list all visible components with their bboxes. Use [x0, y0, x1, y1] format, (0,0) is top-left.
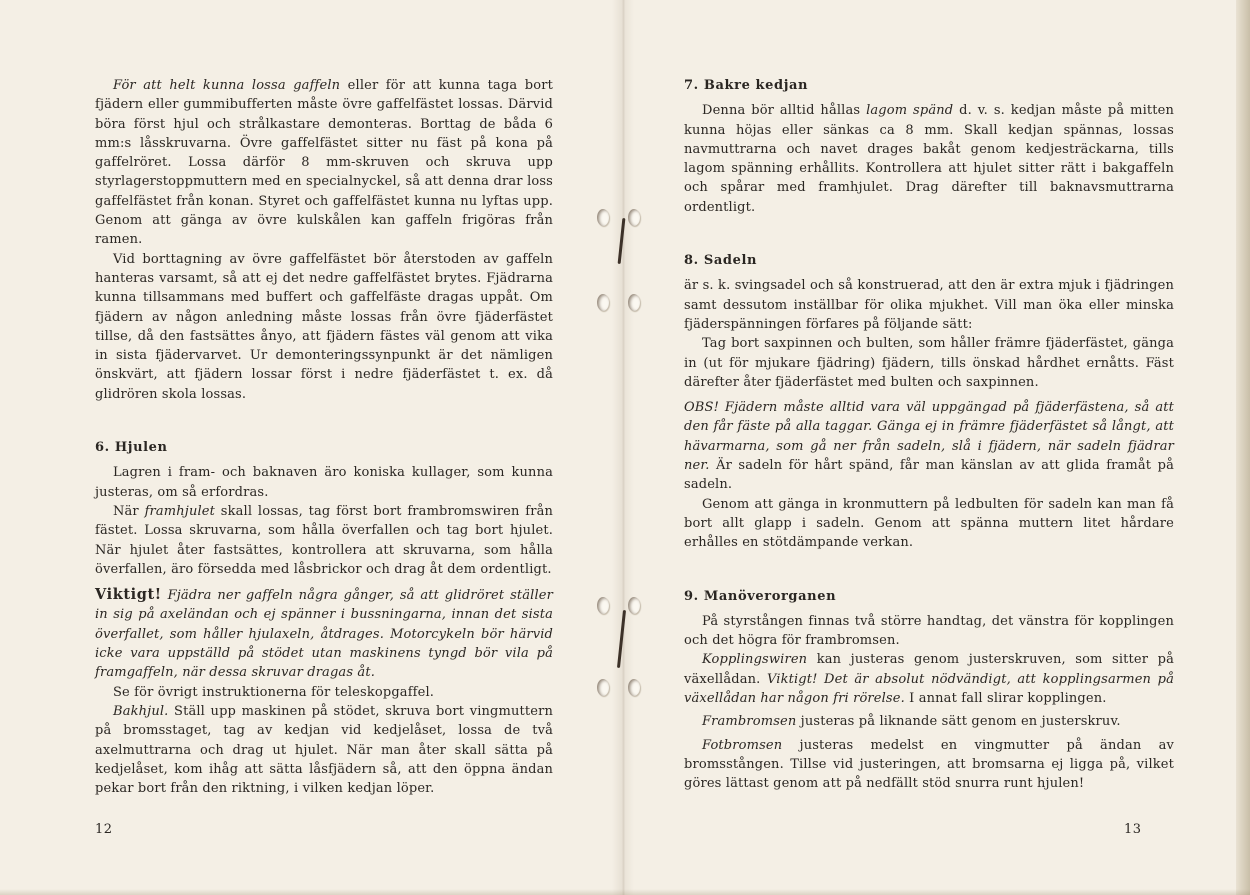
binding-hole	[628, 209, 640, 226]
page-edge-bottom	[0, 889, 1250, 895]
paragraph-text: justeras medelst en vingmutter på ändan av bromsstången. Tillse vid justeringen, att bromsarna ej ligga på, vilket göres lättast genom att på nedfällt stöd snurra runt hjulen!	[684, 737, 1174, 792]
right-paragraph-9	[684, 736, 1174, 794]
right-paragraph-7	[684, 650, 1174, 708]
italic-phrase: lagom spänd	[866, 103, 954, 119]
binding-hole	[628, 294, 640, 311]
left-paragraph-5: Se för övrigt instruktionerna för teleskopgaffel.	[113, 684, 435, 700]
binding-hole	[628, 679, 640, 696]
italic-phrase: För att helt kunna lossa gaffeln	[113, 78, 341, 93]
left-paragraph-2: Vid borttagning av övre gaffelfästet bör återstoden av gaffeln hanteras varsamt, så att ej det nedre gaffelfästet brytes. Fjädrarna kunna tillsammans med buffert och gaffelfäste dragas uppåt. Om fjädern av någon anledning måste lossas från övre fjäderfästet tillse, då den fastsättes ånyo, att fjädern fästes väl genom att vika in sista fjädervarvet. Ur demonteringssynpunkt är det nämligen önskvärt, att fjädern lossar först i nedre fjäderfästet t. ex. då glidrören skola lossas.	[95, 251, 553, 402]
paragraph-text: Ställ upp maskinen på stödet, skruva bort vingmuttern på bromsstaget, tag av kedjan vid kedjelåset, lossa de två axelmuttrarna och drag ut hjulet. När man åter skall sätta på kedjelåset, kom ihåg att sätta låsfjädern så, att den öppna ändan pekar bort från den riktning, i vilken kedjan löper.	[95, 703, 553, 797]
page-edge	[1236, 0, 1250, 895]
section-heading-9: 9. Manöverorganen	[684, 588, 837, 604]
page-number-right: 13	[1124, 822, 1142, 837]
section-heading-8: 8. Sadeln	[684, 253, 758, 269]
binding-hole	[597, 597, 609, 614]
binding-hole	[628, 597, 640, 614]
paragraph-text: d. v. s. kedjan måste på mitten kunna höjas eller sänkas ca 8 mm. Skall kedjan spännas, lossas navmuttrarna och navet drages bakåt genom kedjesträckarna, tills lagom spänning erhållits. Kontrollera att hjulet sitter rätt i bakgaffeln och spårar med framhjulet. Drag därefter till baknavsmuttrarna ordentligt.	[684, 103, 1175, 215]
right-text-column	[684, 76, 1174, 794]
left-paragraph-1	[95, 76, 553, 250]
binding-hole	[597, 679, 609, 696]
right-paragraph-5: Genom att gänga in kronmuttern på ledbulten för sadeln kan man få bort allt glapp i sadeln. Genom att spänna muttern litet hårdare erhålles en stötdämpande verkan.	[684, 496, 1174, 551]
right-page	[622, 0, 1250, 895]
italic-phrase: Viktigt! Det är absolut nödvändigt, att kopplingsarmen på växellådan har någon fri rörelse.	[684, 671, 1174, 707]
binding-hole	[597, 294, 609, 311]
left-text-column	[95, 76, 553, 798]
left-page	[0, 0, 622, 895]
right-paragraph-1	[684, 101, 1174, 217]
right-paragraph-6: På styrstången finnas två större handtag, det vänstra för kopplingen och det högra för frambromsen.	[684, 613, 1174, 649]
right-paragraph-8	[684, 712, 1174, 731]
paragraph-text: kan justeras genom justerskruven, som sitter på växellådan.	[684, 652, 1174, 687]
italic-phrase: Fotbromsen	[702, 737, 783, 753]
left-paragraph-6	[95, 702, 553, 798]
italic-phrase: framhjulet	[144, 503, 216, 519]
italic-phrase: OBS! Fjädern måste alltid vara väl uppgängad på fjäderfästena, så att den får fäste på alla taggar. Gänga ej in främre fjäderfästet så långt, att hävarmarna, som gå ner från sadeln, slå i fjädern, när sadeln fjädrar ner.	[684, 400, 1174, 474]
paragraph-text: justeras på liknande sätt genom en justerskruv.	[796, 714, 1121, 730]
paragraph-text: I annat fall slirar kopplingen.	[904, 691, 1107, 707]
italic-phrase: Bakhjul.	[113, 703, 169, 719]
paragraph-text: Är sadeln för hårt spänd, får man känslan av att glida framåt på sadeln.	[684, 458, 1174, 493]
viktigt-label: Viktigt!	[95, 586, 162, 604]
obs-paragraph	[684, 398, 1174, 494]
section-heading-6: 6. Hjulen	[95, 440, 168, 456]
page-number-left: 12	[95, 822, 113, 837]
left-paragraph-4	[95, 502, 553, 579]
paragraph-text: eller för att kunna taga bort fjädern eller gummibufferten måste övre gaffelfästet lossas. Därvid böra först hjul och strålkastare demonteras. Borttag de båda 6 mm:s låsskruvarna. Övre gaffelfästet sitter nu fäst på kona på gaffelröret. Lossa därför 8 mm-skruven och skruva upp styrlagerstoppmuttern med en specialnyckel, så att denna drar loss gaffelfästet från konan. Styret och gaffelfästet kunna nu lyftas upp. Genom att gänga av övre kulskålen kan gaffeln frigöras från ramen.	[95, 78, 553, 248]
paragraph-text: Denna bör alltid hållas	[702, 103, 867, 119]
left-paragraph-3: Lagren i fram- och baknaven äro koniska kullager, som kunna justeras, om så erfordras.	[95, 465, 553, 500]
paragraph-text: skall lossas, tag först bort frambromswiren från fästet. Lossa skruvarna, som hålla överfallen och tag bort hjulet. När hjulet åter fastsättes, kontrollera att skruvarna, som hålla överfallen, äro försedda med låsbrickor och drag åt dem ordentligt.	[95, 503, 553, 577]
italic-phrase: Fjädra ner gaffeln några gånger, så att glidröret ställer in sig på axeländan och ej spänner i bussningarna, innan det sista överfallet, som håller hjulaxeln, åtdrages. Motorcykeln bör härvid icke vara uppställd på stödet utan maskinens tyngd bör vila på framgaffeln, när dessa skruvar dragas åt.	[95, 588, 553, 681]
right-paragraph-2: är s. k. svingsadel och så konstruerad, att den är extra mjuk i fjädringen samt dessutom inställbar för olika mjukhet. Vill man öka eller minska fjäderspänningen förfares på följande sätt:	[684, 278, 1174, 332]
section-heading-7: 7. Bakre kedjan	[684, 78, 809, 93]
binding-gutter	[612, 0, 634, 895]
paragraph-text: När	[113, 503, 145, 519]
right-paragraph-3: Tag bort saxpinnen och bulten, som håller främre fjäderfästet, gänga in (ut för mjukare fjädring) fjädern, tills önskad hårdhet ernåtts. Fäst därefter åter fjäderfästet med bulten och saxpinnen.	[684, 336, 1174, 390]
viktigt-paragraph	[95, 585, 553, 682]
italic-phrase: Frambromsen	[702, 714, 797, 730]
binding-hole	[597, 209, 609, 226]
italic-phrase: Kopplingswiren	[702, 652, 808, 668]
